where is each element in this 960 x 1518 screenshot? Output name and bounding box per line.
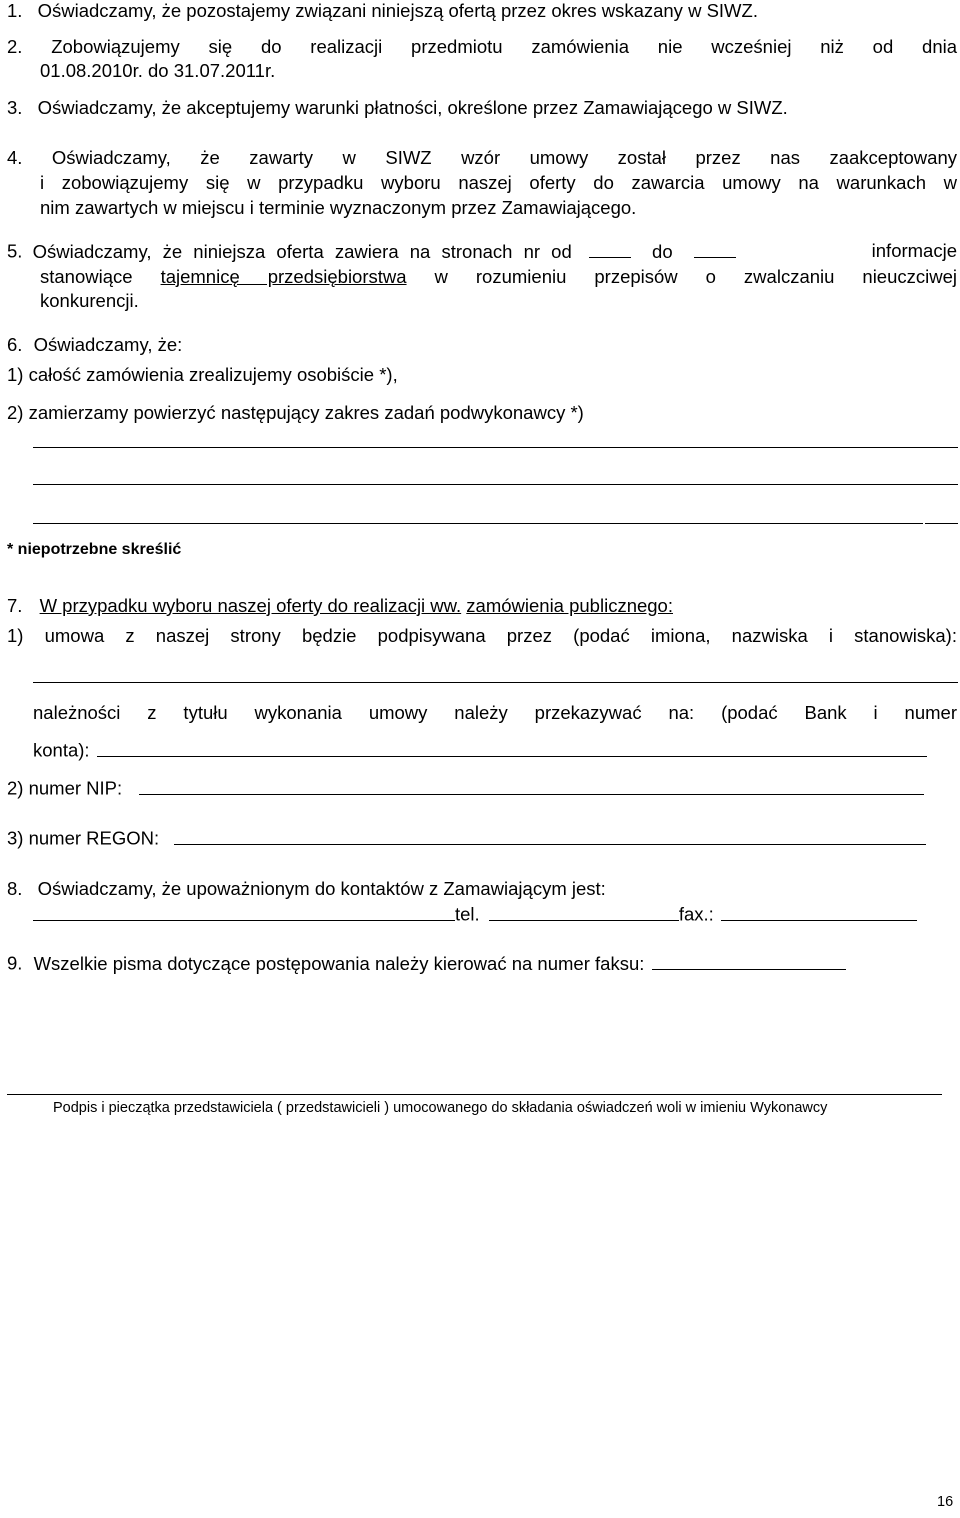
tel-blank[interactable] <box>489 901 679 921</box>
item-8-number: 8. <box>7 878 23 899</box>
item-2-text: Zobowiązujemy się do realizacji przedmiotu zamówienia nie wcześniej niż od dnia <box>51 36 958 57</box>
page-from-blank[interactable] <box>589 238 631 258</box>
item-2-line-2: 01.08.2010r. do 31.07.2011r. <box>40 60 276 81</box>
item-5-line-2 <box>40 264 957 289</box>
item-5-do: do <box>652 240 673 262</box>
item-6-text: Oświadczamy, że: <box>33 334 183 355</box>
regon-label: 3) numer REGON: <box>7 827 160 849</box>
nip-blank[interactable] <box>139 775 924 795</box>
item-4-line-3: nim zawartych w miejscu i terminie wyznaczonym przez Zamawiającego. <box>40 197 637 218</box>
tel-label: tel. <box>455 903 480 925</box>
fax-label: fax.: <box>678 903 714 925</box>
item-1-text: Oświadczamy, że pozostajemy związani niniejszą ofertą przez okres wskazany w SIWZ. <box>37 0 758 21</box>
item-5-text: Oświadczamy, że niniejsza oferta zawiera na stronach nr od <box>32 240 572 262</box>
item-5-informacje: informacje <box>871 240 957 261</box>
item-7-text-2: zamówienia publicznego: <box>466 595 673 616</box>
item-6-sub-1: 1) całość zamówienia zrealizujemy osobiście *), <box>7 364 398 385</box>
item-7-regon <box>7 825 926 851</box>
item-5-tajemnica: tajemnicę przedsiębiorstwa <box>160 266 407 287</box>
item-4-number: 4. <box>7 147 23 168</box>
item-7-text-1: W przypadku wyboru naszej oferty do realizacji ww. <box>39 595 462 616</box>
item-2-number: 2. <box>7 36 23 57</box>
item-2-line-1 <box>7 34 957 59</box>
item-9 <box>7 950 846 976</box>
item-4-line-2: i zobowiązujemy się w przypadku wyboru naszej oferty do zawarcia umowy na warunkach w <box>40 172 957 193</box>
item-6 <box>7 332 182 357</box>
fax-blank[interactable] <box>721 901 917 921</box>
item-5-number: 5. <box>7 240 23 262</box>
footnote: * niepotrzebne skreślić <box>7 541 182 558</box>
signature-caption: Podpis i pieczątka przedstawiciela ( przedstawicieli ) umocowanego do składania oświadczeń woli w imieniu Wykonawcy <box>53 1100 828 1116</box>
item-9-number: 9. <box>7 952 23 974</box>
item-8-text: Oświadczamy, że upoważnionym do kontaktów z Zamawiającym jest: <box>37 878 606 899</box>
item-7-nip <box>7 775 924 801</box>
item-3-text: Oświadczamy, że akceptujemy warunki płatności, określone przez Zamawiającego w SIWZ. <box>37 97 788 118</box>
item-3 <box>7 95 788 120</box>
item-5-line-1 <box>7 238 957 264</box>
regon-blank[interactable] <box>174 825 926 845</box>
item-5-line-3: konkurencji. <box>40 290 139 311</box>
item-3-number: 3. <box>7 97 23 118</box>
item-1 <box>7 0 758 23</box>
subcontract-blank-line-2[interactable] <box>33 484 958 485</box>
bank-account-blank[interactable] <box>97 737 927 757</box>
signature-line[interactable] <box>7 1094 942 1095</box>
subcontract-blank-line-1[interactable] <box>33 447 958 448</box>
page-number: 16 <box>937 1494 954 1510</box>
subcontract-blank-line-3-end <box>925 523 958 524</box>
item-6-sub-2: 2) zamierzamy powierzyć następujący zakres zadań podwykonawcy *) <box>7 402 584 423</box>
item-7-bank-line-1: należności z tytułu wykonania umowy należy przekazywać na: (podać Bank i numer <box>33 702 957 723</box>
page-to-blank[interactable] <box>694 238 736 258</box>
item-7 <box>7 593 673 618</box>
item-7-sub-1: 1) umowa z naszej strony będzie podpisywana przez (podać imiona, nazwiska i stanowiska): <box>7 625 957 646</box>
item-6-number: 6. <box>7 334 23 355</box>
item-4-line-1 <box>7 145 957 170</box>
item-8 <box>7 876 606 901</box>
item-9-text: Wszelkie pisma dotyczące postępowania należy kierować na numer faksu: <box>33 952 645 974</box>
item-5-stanowiace: stanowiące <box>40 266 133 287</box>
nip-label: 2) numer NIP: <box>7 777 123 799</box>
item-4-text: Oświadczamy, że zawarty w SIWZ wzór umowy został przez nas zaakceptowany <box>51 147 958 168</box>
contact-name-blank[interactable] <box>33 901 455 921</box>
item-5-rozumieniu: w rozumieniu przepisów o zwalczaniu nieuczciwej <box>434 266 958 287</box>
item-7-bank-line-2 <box>33 737 927 763</box>
item-7-number: 7. <box>7 595 23 616</box>
subcontract-blank-line-3[interactable] <box>33 523 923 524</box>
item-1-number: 1. <box>7 0 23 21</box>
fax-number-blank[interactable] <box>652 950 846 970</box>
item-8-contact-line <box>33 901 917 927</box>
signatory-blank-line[interactable] <box>33 682 958 683</box>
bank-label: konta): <box>33 739 90 761</box>
